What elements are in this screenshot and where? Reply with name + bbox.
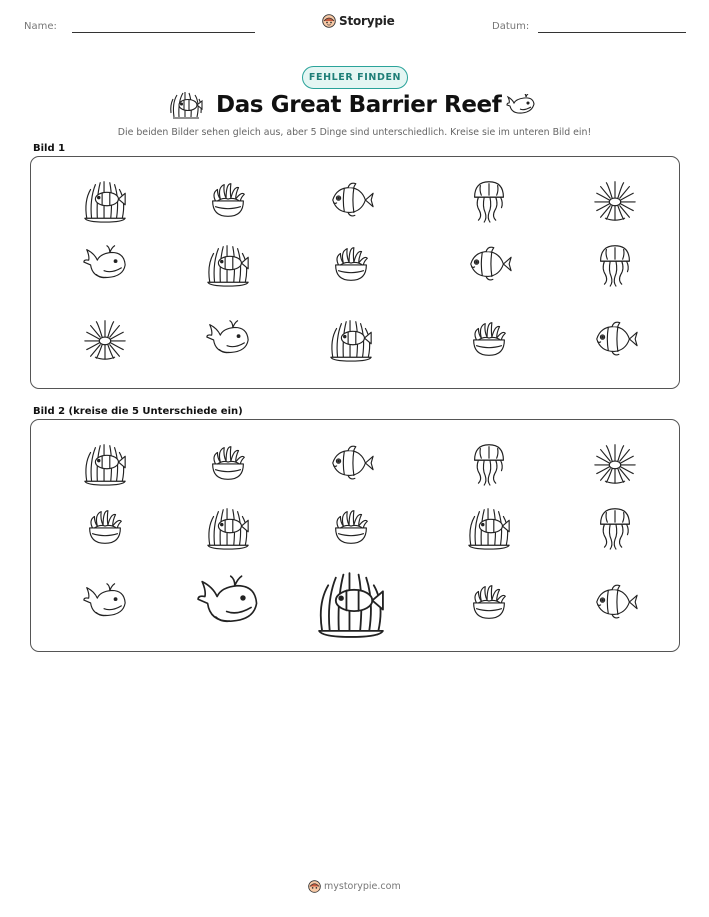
clownfish-anemone-icon[interactable] bbox=[465, 503, 513, 551]
date-label: Datum: bbox=[492, 21, 530, 32]
clownfish-anemone-icon bbox=[204, 240, 252, 288]
anemone-icon bbox=[204, 176, 252, 224]
fish-icon[interactable] bbox=[591, 578, 639, 626]
anemone-icon[interactable] bbox=[204, 439, 252, 487]
panel2-label: Bild 2 (kreise die 5 Unterschiede ein) bbox=[33, 406, 243, 417]
name-label: Name: bbox=[24, 21, 57, 32]
clownfish-anemone-icon[interactable] bbox=[204, 503, 252, 551]
footer-brand bbox=[308, 880, 401, 893]
whale-icon[interactable] bbox=[194, 568, 262, 636]
fish-icon bbox=[465, 240, 513, 288]
storypie-footer-icon bbox=[308, 880, 321, 893]
jellyfish-icon bbox=[465, 176, 513, 224]
whale-icon bbox=[81, 240, 129, 288]
whale-icon bbox=[204, 315, 252, 363]
panel1-label: Bild 1 bbox=[33, 143, 66, 154]
whale-title-icon bbox=[506, 94, 538, 116]
sea-anemone-icon bbox=[81, 315, 129, 363]
anemone-icon[interactable] bbox=[327, 503, 375, 551]
clownfish-anemone-icon bbox=[327, 315, 375, 363]
anemone-icon[interactable] bbox=[81, 503, 129, 551]
fish-icon bbox=[327, 176, 375, 224]
anemone-icon[interactable] bbox=[465, 578, 513, 626]
clownfish-anemone-title-icon bbox=[169, 89, 203, 121]
picture-panel-2[interactable] bbox=[30, 419, 680, 652]
brand-name: Storypie bbox=[339, 14, 395, 28]
jellyfish-icon bbox=[591, 240, 639, 288]
picture-panel-1 bbox=[30, 156, 680, 389]
activity-badge: FEHLER FINDEN bbox=[302, 66, 408, 89]
footer-url: mystorypie.com bbox=[324, 881, 401, 892]
clownfish-anemone-icon[interactable] bbox=[313, 564, 389, 640]
sea-anemone-icon[interactable] bbox=[591, 439, 639, 487]
brand-logo bbox=[322, 14, 395, 28]
instructions-text: Die beiden Bilder sehen gleich aus, aber 5 Dinge sind unterschiedlich. Kreise sie im unteren Bild ein! bbox=[117, 127, 592, 138]
clownfish-anemone-icon[interactable] bbox=[81, 439, 129, 487]
name-line[interactable] bbox=[72, 32, 255, 33]
fish-icon[interactable] bbox=[327, 439, 375, 487]
jellyfish-icon[interactable] bbox=[465, 439, 513, 487]
anemone-icon bbox=[327, 240, 375, 288]
sea-anemone-icon bbox=[591, 176, 639, 224]
storypie-logo-icon bbox=[322, 14, 336, 28]
anemone-icon bbox=[465, 315, 513, 363]
date-line[interactable] bbox=[538, 32, 686, 33]
whale-icon[interactable] bbox=[81, 578, 129, 626]
fish-icon bbox=[591, 315, 639, 363]
clownfish-anemone-icon bbox=[81, 176, 129, 224]
page-title: Das Great Barrier Reef bbox=[216, 92, 502, 118]
jellyfish-icon[interactable] bbox=[591, 503, 639, 551]
